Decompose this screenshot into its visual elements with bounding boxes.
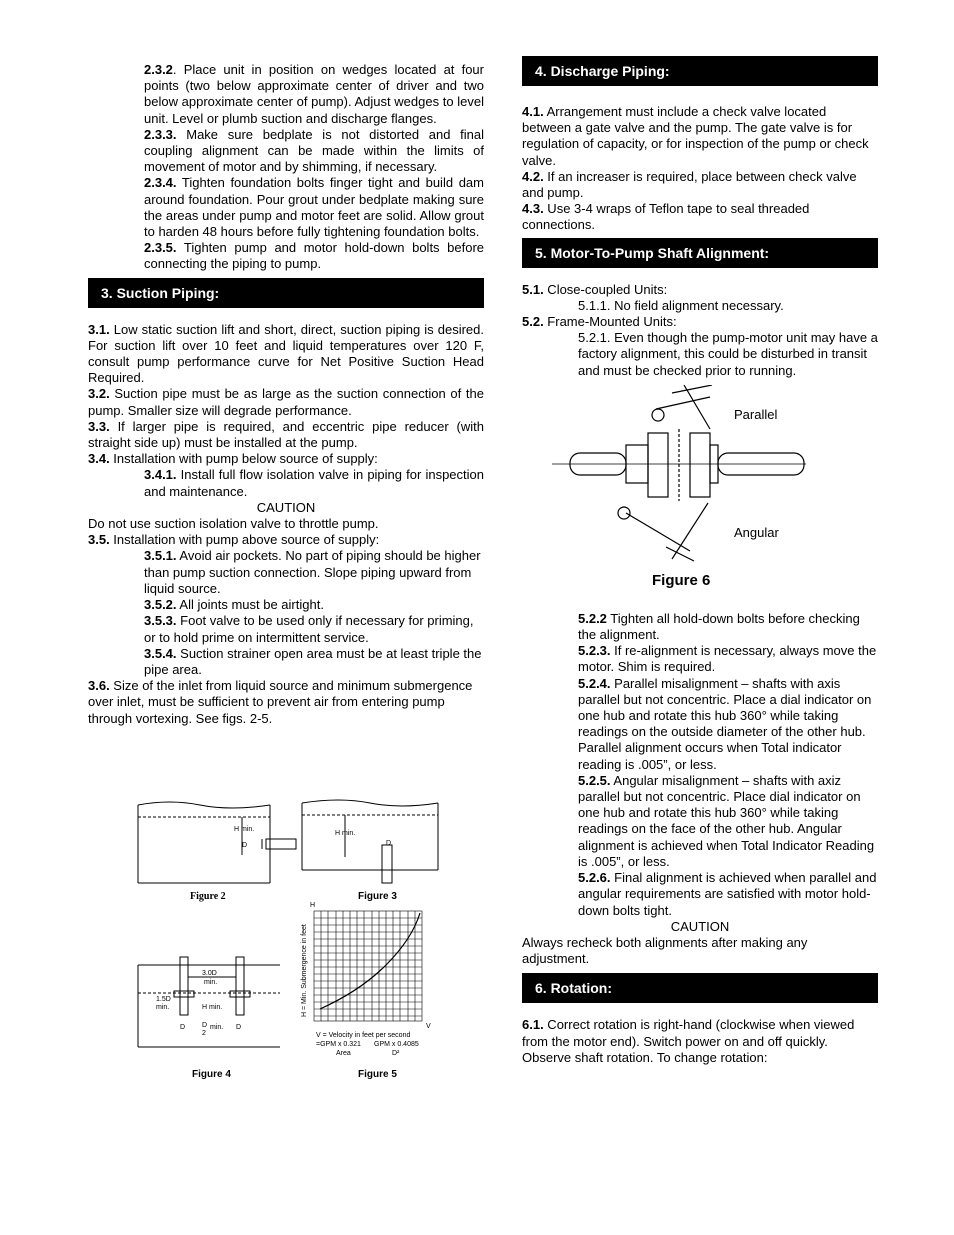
- fig5-formula-2: GPM x 0.4085: [374, 1041, 419, 1048]
- figure-5-chart: [314, 911, 422, 1021]
- discharge-piping-heading: 4. Discharge Piping:: [522, 56, 878, 86]
- section-number: 3.4.1.: [144, 467, 177, 483]
- section-number: 5.2.5.: [578, 772, 611, 788]
- section-text: Final alignment is achieved when parallel and angular requirements are satisfied with motor hold-down bolts tight.: [578, 870, 877, 918]
- min-label: min.: [156, 1004, 170, 1011]
- section-number: 3.4.: [88, 451, 110, 467]
- fig5-formula-2b: D²: [392, 1050, 400, 1057]
- suction-piping-heading: 3. Suction Piping:: [88, 278, 484, 308]
- section-text: Tighten foundation bolts finger tight and build dam around foundation. Pour grout under bedplate making sure the areas under pump and motor feet are solid. Allow grout to harden 48 hours before fully tightening foundation bolts.: [144, 175, 484, 240]
- shaft-alignment-body: [522, 282, 878, 379]
- d-label: D: [386, 840, 392, 847]
- section-number: 3.6.: [88, 678, 110, 694]
- d-label: D: [180, 1024, 186, 1031]
- section-text: Close-coupled Units:: [543, 281, 668, 297]
- section-number: 2.3.3.: [144, 126, 177, 142]
- fig5-x-title: V = Velocity in feet per second: [316, 1032, 411, 1039]
- figure-5-caption: Figure 5: [358, 1069, 397, 1080]
- rotation-body: [522, 1017, 878, 1066]
- section-text: Install full flow isolation valve in piping for inspection and maintenance.: [144, 467, 484, 499]
- section-number: 5.2.3.: [578, 643, 611, 659]
- hmin-label: H min.: [234, 826, 255, 833]
- section-number: 6.1.: [522, 1017, 544, 1033]
- section-number: 5.1.: [522, 281, 544, 297]
- d-15-label: 1.5D: [156, 996, 171, 1003]
- discharge-piping-body: [522, 104, 878, 234]
- hmin-label: H min.: [202, 1004, 223, 1011]
- hmin-label: H min.: [335, 830, 356, 837]
- section-number: 3.5.2.: [144, 597, 177, 613]
- section-number: 5.2.2: [578, 610, 607, 626]
- section-number: 3.5.3.: [144, 613, 177, 629]
- section-text: Use 3-4 wraps of Teflon tape to seal threaded connections.: [522, 201, 810, 233]
- section-text: Make sure bedplate is not distorted and final coupling alignment can be made within the limits of movement of motor and by shimming, if necessary.: [144, 126, 484, 175]
- figure-2-diagram: [138, 802, 296, 883]
- section-number: 3.5.1.: [144, 548, 177, 564]
- section-text: Installation with pump below source of supply:: [109, 451, 378, 467]
- figure-3-diagram: [302, 800, 438, 883]
- section-number: 2.3.4.: [144, 175, 177, 191]
- section-text: If an increaser is required, place between check valve and pump.: [522, 168, 857, 201]
- section-number: 3.3.: [88, 418, 110, 434]
- d-label: D: [202, 1022, 208, 1029]
- section-number: 3.5.: [88, 532, 110, 548]
- section-text: All joints must be airtight.: [176, 597, 324, 613]
- section-text: Installation with pump above source of supply:: [109, 532, 380, 548]
- fig5-v-label: V: [426, 1023, 431, 1030]
- section-text: . Place unit in position on wedges located at four points (two below approximate center of driver and two below approximate center of pump). Adjust wedges to level unit. Level or plumb suction and discharge flanges.: [144, 62, 484, 126]
- section-text: 5.2.1. Even though the pump-motor unit may have a factory alignment, this could be disturbed in transit and must be checked prior to running.: [578, 330, 878, 378]
- left-column: [88, 62, 484, 727]
- d-2-label: 2: [202, 1030, 206, 1037]
- alignment-steps: [522, 611, 878, 919]
- figure-4-caption: Figure 4: [192, 1069, 231, 1080]
- caution-label: CAUTION: [256, 499, 316, 515]
- angular-label: Angular: [734, 524, 779, 540]
- min-label: min.: [204, 979, 218, 986]
- shaft-alignment-heading: 5. Motor-To-Pump Shaft Alignment:: [522, 238, 878, 268]
- right-column: [522, 56, 878, 1066]
- fig5-formula-1: =GPM x 0.321: [316, 1041, 361, 1048]
- d-label: D: [242, 842, 248, 849]
- section-text: Low static suction lift and short, direct, suction piping is desired. For suction lift over 10 feet and liquid temperatures over 120 F, consult pump performance curve for Net Positive Suction Head Required.: [88, 321, 484, 386]
- section-text: If re-alignment is necessary, always move the motor. Shim is required.: [578, 643, 877, 675]
- figure-6-caption: Figure 6: [652, 571, 711, 589]
- section-text: Frame-Mounted Units:: [543, 314, 677, 330]
- section-number: 3.2.: [88, 386, 110, 402]
- caution-text: Do not use suction isolation valve to throttle pump.: [88, 516, 379, 532]
- min-label: min.: [210, 1024, 224, 1031]
- section-number: 4.3.: [522, 201, 544, 217]
- caution-text: Always recheck both alignments after making any adjustment.: [522, 934, 808, 967]
- section-text: Tighten pump and motor hold-down bolts before connecting the piping to pump.: [144, 240, 484, 272]
- rotation-heading: 6. Rotation:: [522, 973, 878, 1003]
- fig5-formula-1b: Area: [336, 1050, 351, 1057]
- section-2-3-2: [88, 62, 484, 273]
- section-number: 5.2.6.: [578, 870, 611, 886]
- section-text: Correct rotation is right-hand (clockwise when viewed from the motor end). Switch power on and off quickly. Observe shaft rotation. To change rotation:: [522, 1017, 855, 1065]
- section-text: Parallel misalignment – shafts with axis parallel but not concentric. Place a dial indicator on one hub and rotate this hub 360° while taking readings on the outside diameter of the other hub. Parallel alignment occurs when Total indicator reading is .005”, or less.: [578, 675, 872, 772]
- section-text: Suction strainer open area must be at least triple the pipe area.: [144, 645, 482, 677]
- fig5-y-title: H = Min. Submergence in feet: [301, 924, 308, 1017]
- section-number: 5.2.: [522, 314, 544, 330]
- section-number: 3.1.: [88, 321, 110, 337]
- section-text: Avoid air pockets. No part of piping should be higher than pump suction connection. Slope piping upward from liquid source.: [144, 548, 481, 596]
- section-text: If larger pipe is required, and eccentric pipe reducer (with straight side up) must be installed at the pump.: [88, 418, 484, 451]
- figure-2-caption: Figure 2: [190, 891, 226, 902]
- section-text: Arrangement must include a check valve located between a gate valve and the pump. The gate valve is for regulation of capacity, or for inspection of the pump or check valve.: [522, 104, 869, 168]
- figure-6-diagram: [522, 385, 878, 605]
- section-number: 4.1.: [522, 104, 544, 119]
- fig5-h-label: H: [310, 902, 316, 909]
- section-number: 5.2.4.: [578, 675, 611, 691]
- section-text: Foot valve to be used only if necessary for priming, or to hold prime on intermittent service.: [144, 613, 474, 645]
- section-number: 4.2.: [522, 168, 544, 184]
- suction-figures: [130, 795, 450, 1085]
- spacing-label: 3.0D: [202, 970, 217, 977]
- section-number: 3.5.4.: [144, 645, 177, 661]
- figure-3-caption: Figure 3: [358, 891, 397, 902]
- section-text: Size of the inlet from liquid source and minimum submergence over inlet, must be sufficient to prevent air from entering pump through vortexing. See figs. 2-5.: [88, 678, 473, 726]
- section-text: Suction pipe must be as large as the suction connection of the pump. Smaller size will degrade performance.: [88, 386, 484, 418]
- section-number: 2.3.2: [144, 62, 173, 77]
- section-text: Tighten all hold-down bolts before checking the alignment.: [578, 610, 860, 643]
- caution-label: CAUTION: [670, 918, 730, 934]
- d-label: D: [236, 1024, 242, 1031]
- section-text: 5.1.1. No field alignment necessary.: [578, 297, 784, 313]
- parallel-label: Parallel: [734, 406, 778, 422]
- suction-piping-body: [88, 322, 484, 727]
- section-text: Angular misalignment – shafts with axiz parallel but not concentric. Place dial indicator on one hub and rotate this hub 360° while taking readings on the face of the other hub. Angular alignment is achieved when Total Indicator Reading is .005”, or less.: [578, 772, 875, 869]
- section-number: 2.3.5.: [144, 240, 177, 256]
